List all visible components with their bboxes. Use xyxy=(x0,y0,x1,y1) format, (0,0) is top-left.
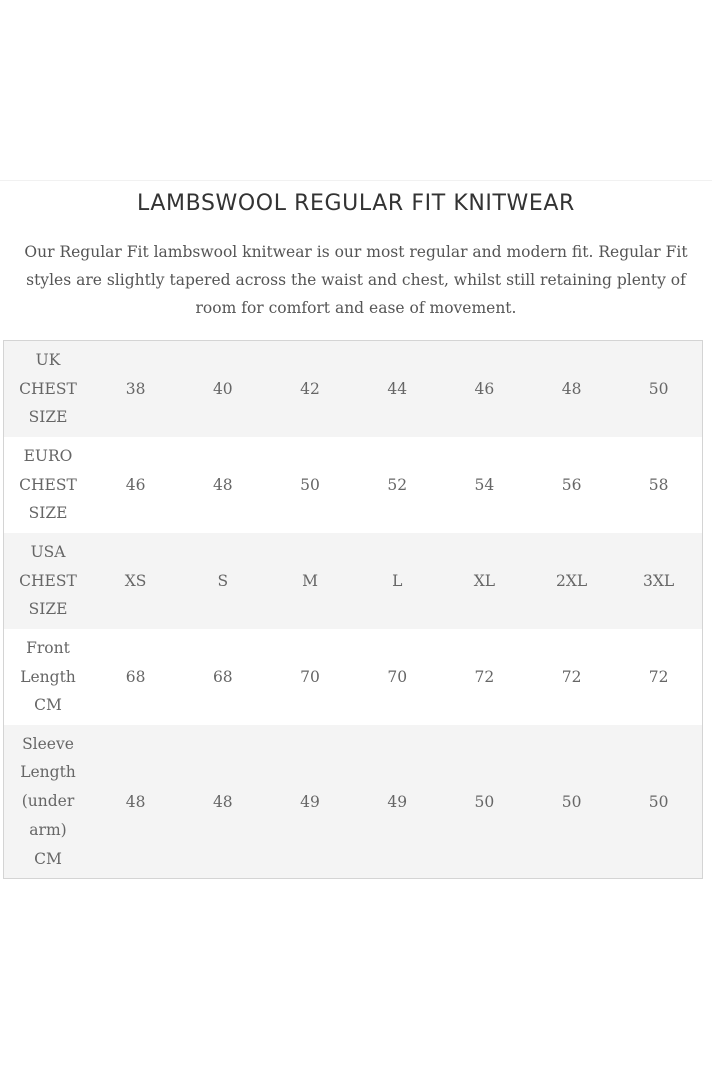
size-chart-table xyxy=(3,340,703,879)
intro-line: styles are slightly tapered across the waist and chest, whilst still retaining plenty of xyxy=(26,271,686,289)
table-row-uk-chest-size xyxy=(4,341,703,438)
table-cell: 72 xyxy=(615,629,702,725)
table-cell: 68 xyxy=(92,629,179,725)
table-cell: 48 xyxy=(528,341,615,438)
table-cell: 72 xyxy=(441,629,528,725)
table-row-sleeve-length xyxy=(4,725,703,879)
table-cell: 3XL xyxy=(615,533,702,629)
table-cell: 70 xyxy=(266,629,353,725)
table-row-usa-chest-size xyxy=(4,533,703,629)
table-cell: M xyxy=(266,533,353,629)
row-label: Sleeve Length (under arm) CM xyxy=(4,725,93,879)
table-cell: 48 xyxy=(92,725,179,879)
table-cell: 50 xyxy=(441,725,528,879)
table-cell: 48 xyxy=(179,437,266,533)
table-cell: 44 xyxy=(354,341,441,438)
intro-line: room for comfort and ease of movement. xyxy=(195,299,517,317)
table-cell: 68 xyxy=(179,629,266,725)
section-divider xyxy=(0,180,712,181)
table-cell: 46 xyxy=(92,437,179,533)
table-cell: 46 xyxy=(441,341,528,438)
table-cell: 50 xyxy=(266,437,353,533)
table-cell: XS xyxy=(92,533,179,629)
table-cell: 50 xyxy=(615,341,702,438)
page-title: LAMBSWOOL REGULAR FIT KNITWEAR xyxy=(137,191,575,216)
row-label: UK CHEST SIZE xyxy=(4,341,93,438)
table-cell: 40 xyxy=(179,341,266,438)
table-cell: 52 xyxy=(354,437,441,533)
table-cell: S xyxy=(179,533,266,629)
table-cell: 50 xyxy=(528,725,615,879)
table-cell: 48 xyxy=(179,725,266,879)
table-cell: 2XL xyxy=(528,533,615,629)
table-cell: XL xyxy=(441,533,528,629)
intro-line: Our Regular Fit lambswool knitwear is our most regular and modern fit. Regular Fit xyxy=(24,243,688,261)
table-cell: 72 xyxy=(528,629,615,725)
table-cell: 70 xyxy=(354,629,441,725)
row-label: Front Length CM xyxy=(4,629,93,725)
table-cell: 50 xyxy=(615,725,702,879)
intro-paragraph xyxy=(14,238,698,322)
table-cell: 56 xyxy=(528,437,615,533)
table-cell: 49 xyxy=(354,725,441,879)
table-cell: 42 xyxy=(266,341,353,438)
table-cell: L xyxy=(354,533,441,629)
row-label: USA CHEST SIZE xyxy=(4,533,93,629)
table-cell: 38 xyxy=(92,341,179,438)
row-label: EURO CHEST SIZE xyxy=(4,437,93,533)
table-row-euro-chest-size xyxy=(4,437,703,533)
table-cell: 54 xyxy=(441,437,528,533)
table-row-front-length xyxy=(4,629,703,725)
table-cell: 58 xyxy=(615,437,702,533)
table-cell: 49 xyxy=(266,725,353,879)
